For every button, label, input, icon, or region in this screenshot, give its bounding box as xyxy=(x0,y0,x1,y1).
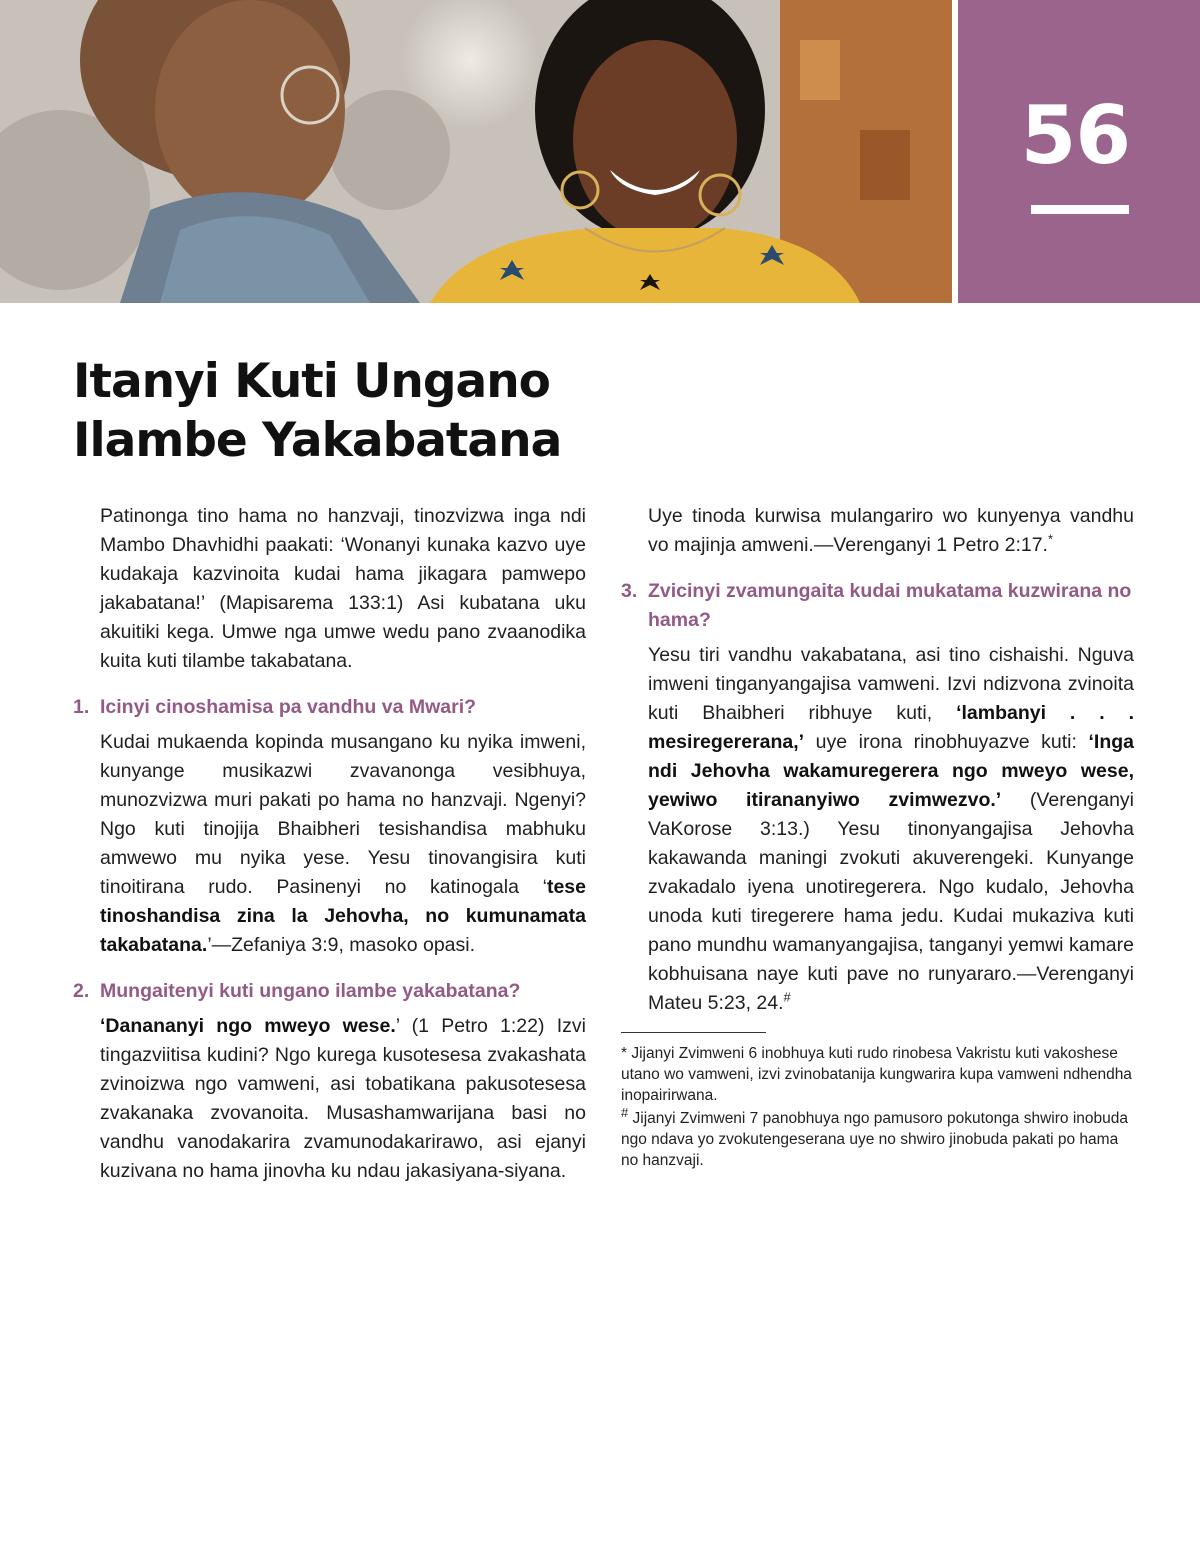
section-3-paragraph xyxy=(621,641,1134,1018)
section-2-continuation-text: Uye tinoda kurwisa mulangariro wo kunyenya vandhu vo majinja amweni.—Verenganyi 1 Petro 2:17. xyxy=(648,505,1134,556)
footnote-1-text: Jijanyi Zvimweni 6 inobhuya kuti rudo rinobesa Vakristu kuti vakoshese utano wo vamweni, izvi zvinobatanija kungwarira kupa vamweni ndhendha inopairirwana. xyxy=(621,1045,1132,1104)
header-photo xyxy=(0,0,952,303)
section-2-quote-open: ‘ xyxy=(100,1015,106,1037)
footnote-ref-hash[interactable]: # xyxy=(783,989,791,1005)
lesson-number-underline xyxy=(1031,205,1129,214)
section-3-text-a: Yesu tiri vandhu vakabatana, asi tino cishaishi. Nguva imweni tinganyangajisa vamweni. Izvi ndizvona zvinoita kuti Bhaibheri ribhuye kuti, xyxy=(648,644,1134,724)
question-1 xyxy=(73,693,586,722)
footnote-1-mark: * xyxy=(621,1045,628,1062)
section-1-text-b: ’—Zefaniya 3:9, masoko opasi. xyxy=(207,934,476,956)
title-line-1: Itanyi Kuti Ungano xyxy=(73,354,550,409)
intro-paragraph: Patinonga tino hama no hanzvaji, tinozvizwa inga ndi Mambo Dhavhidhi paakati: ‘Wonanyi kunaka kazvo uye kudakaja kazvinoita kudai hama jikagara pamwepo jakabatana!’ (Mapisarema 133:1) Asi kubatana uku akuitiki kega. Umwe nga umwe wedu pano zvaanodika kuita kuti tilambe takabatana. xyxy=(100,505,586,672)
question-3-text: Zvicinyi zvamungaita kudai mukatama kuzwirana no hama? xyxy=(648,580,1132,631)
header-photo-illustration xyxy=(0,0,952,303)
section-2-bold: Danananyi ngo mweyo wese. xyxy=(105,1015,396,1037)
footnote-2-text: Jijanyi Zvimweni 7 panobhuya ngo pamusoro pokutonga shwiro inobuda ngo ndava yo zvokutengeserana uye no shwiro jinobuda pakati po hama no hanzvaji. xyxy=(621,1110,1128,1169)
page-title xyxy=(73,352,633,470)
footnote-divider xyxy=(621,1032,766,1033)
question-1-text: Icinyi cinoshamisa pa vandhu va Mwari? xyxy=(100,696,477,718)
lesson-number: 56 xyxy=(1020,89,1130,182)
section-3-text-c: (Verenganyi VaKorose 3:13.) Yesu tinonyangajisa Jehovha kakawanda maningi zvokuti akuverengeki. Kunyange zvakadalo iyena unotiregerera. Ngo kudalo, Jehovha unoda kuti tiregerere hama jedu. Kudai mukaziva kuti pano mundhu wamanyangajisa, tanganyi yemwi kamare kobhuisana naye kuti pave no runyararo.—Verenganyi Mateu 5:23, 24. xyxy=(648,789,1134,1014)
question-3-number: 3. xyxy=(621,580,638,602)
question-3 xyxy=(621,577,1134,635)
section-3-bold-b: ‘Inga ndi Jehovha wakamuregerera ngo mweyo wese, yewiwo itirananyiwo zvimwezvo.’ xyxy=(648,731,1134,811)
question-2 xyxy=(73,977,586,1006)
section-3-text-b: uye irona rinobhuyazve kuti: xyxy=(804,731,1089,753)
right-column xyxy=(621,502,1134,1171)
section-2-paragraph xyxy=(73,1012,586,1186)
section-2-continuation xyxy=(621,502,1134,560)
section-1-text-a: Kudai mukaenda kopinda musangano ku nyika imweni, kunyange musikazwi zvavanonga vesibhuya, munozvizwa muri pakati po hama no hanzvaji. Ngenyi? Ngo kuti tinojija Bhaibheri tesishandisa mabhuku amwewo mu nyika yese. Yesu tinovangisira kuti tinoitirana rudo. Pasinenyi no katinogala ‘ xyxy=(100,731,586,898)
section-1-bold: tese tinoshandisa zina la Jehovha, no kumunamata takabatana. xyxy=(100,876,586,956)
question-2-number: 2. xyxy=(73,980,90,1002)
footnote-2 xyxy=(621,1104,1134,1171)
section-3-bold-a: ‘lambanyi . . . mesiregererana,’ xyxy=(648,702,1134,753)
footnote-2-mark: # xyxy=(621,1104,629,1120)
question-1-number: 1. xyxy=(73,696,90,718)
lesson-number-block xyxy=(958,0,1200,303)
footnote-1 xyxy=(621,1043,1134,1106)
section-1-paragraph xyxy=(73,728,586,960)
section-2-text: ’ (1 Petro 1:22) Izvi tingazviitisa kudini? Ngo kurega kusotesesa zvakashata zvinoizwa ngo vamweni, asi tobatikana pakusotesesa zvakanaka zvovanoita. Musashamwarijana basi no vandhu vanodakarira zvamunodakarirawo, asi ejanyi kuzivana no hama jinovha ku ndau jakasiyana-siyana. xyxy=(100,1015,586,1182)
title-line-2: Ilambe Yakabatana xyxy=(73,413,562,468)
question-2-text: Mungaitenyi kuti ungano ilambe yakabatana? xyxy=(100,980,521,1002)
footnote-ref-asterisk[interactable]: * xyxy=(1047,531,1054,547)
left-column xyxy=(73,502,586,1186)
